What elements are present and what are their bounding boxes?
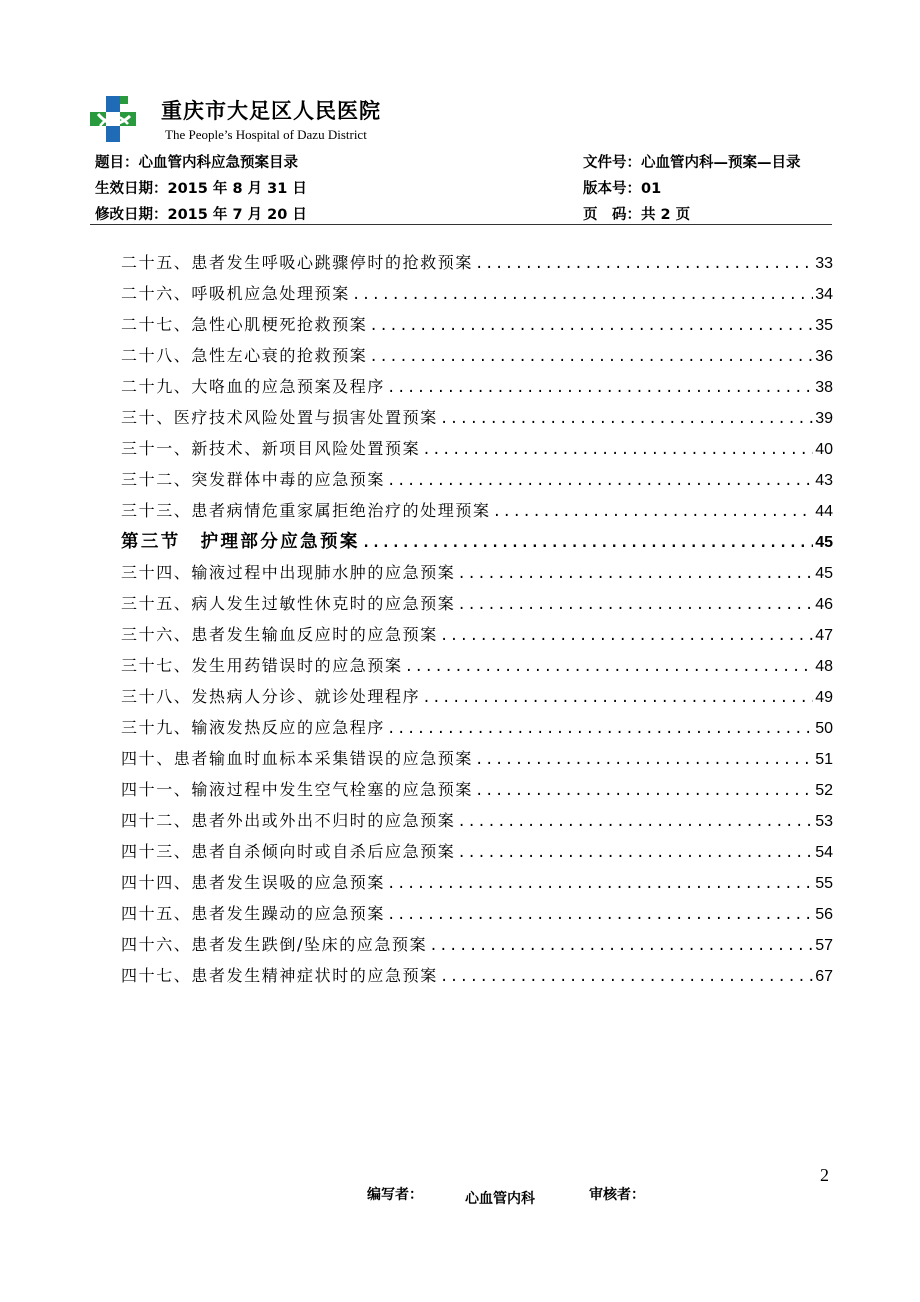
toc-row[interactable] [121, 467, 833, 498]
toc-entry-page: 39 [815, 410, 833, 427]
toc-entry-page: 50 [815, 720, 833, 737]
toc-row[interactable] [121, 653, 833, 684]
header-divider [90, 224, 832, 225]
toc-entry-title: 四十七、患者发生精神症状时的应急预案 [121, 966, 438, 985]
toc-dot-leader [387, 716, 813, 742]
toc-entry-page: 53 [815, 813, 833, 830]
page-number: 2 [820, 1165, 829, 1185]
toc-row[interactable] [121, 839, 833, 870]
toc-dot-leader [387, 375, 813, 401]
toc-entry-title: 三十九、输液发热反应的应急程序 [121, 718, 386, 737]
toc-row[interactable] [121, 715, 833, 746]
page-count: 页 码：共 2 页 [583, 207, 691, 223]
toc-entry-title: 三十、医疗技术风险处置与损害处置预案 [121, 408, 438, 427]
toc-row[interactable] [121, 436, 833, 467]
toc-entry-page: 40 [815, 441, 833, 458]
author-label: 编写者： [367, 1187, 423, 1203]
toc-row[interactable] [121, 312, 833, 343]
toc-entry-page: 45 [815, 565, 833, 582]
revised-date: 修改日期：2015 年 7 月 20 日 [95, 207, 307, 223]
toc-row[interactable] [121, 343, 833, 374]
toc-row[interactable] [121, 560, 833, 591]
toc-row[interactable] [121, 250, 833, 281]
toc-section-row[interactable] [121, 529, 833, 560]
toc-entry-title: 第三节 护理部分应急预案 [121, 532, 360, 552]
toc-entry-title: 三十一、新技术、新项目风险处置预案 [121, 439, 421, 458]
toc-row[interactable] [121, 405, 833, 436]
document-title: 题目：心血管内科应急预案目录 [95, 155, 298, 171]
table-of-contents [121, 250, 833, 994]
toc-entry-title: 二十六、呼吸机应急处理预案 [121, 284, 350, 303]
toc-entry-page: 36 [815, 348, 833, 365]
toc-entry-page: 49 [815, 689, 833, 706]
toc-entry-page: 55 [815, 875, 833, 892]
toc-row[interactable] [121, 901, 833, 932]
toc-dot-leader [369, 313, 813, 339]
toc-entry-page: 54 [815, 844, 833, 861]
toc-row[interactable] [121, 374, 833, 405]
toc-entry-title: 三十六、患者发生输血反应时的应急预案 [121, 625, 438, 644]
toc-entry-page: 47 [815, 627, 833, 644]
toc-row[interactable] [121, 808, 833, 839]
toc-entry-title: 四十六、患者发生跌倒/坠床的应急预案 [121, 935, 428, 954]
toc-dot-leader [387, 468, 813, 494]
toc-dot-leader [387, 902, 813, 928]
toc-entry-title: 四十一、输液过程中发生空气栓塞的应急预案 [121, 780, 474, 799]
toc-entry-page: 67 [815, 968, 833, 985]
toc-entry-title: 四十三、患者自杀倾向时或自杀后应急预案 [121, 842, 456, 861]
toc-dot-leader [440, 406, 813, 432]
toc-entry-title: 四十二、患者外出或外出不归时的应急预案 [121, 811, 456, 830]
toc-entry-title: 四十五、患者发生躁动的应急预案 [121, 904, 386, 923]
toc-entry-page: 45 [815, 534, 833, 551]
toc-dot-leader [352, 282, 813, 308]
toc-entry-title: 三十七、发生用药错误时的应急预案 [121, 656, 403, 675]
toc-entry-title: 二十九、大咯血的应急预案及程序 [121, 377, 386, 396]
toc-entry-page: 46 [815, 596, 833, 613]
toc-row[interactable] [121, 777, 833, 808]
toc-dot-leader [422, 685, 813, 711]
toc-entry-page: 33 [815, 255, 833, 272]
toc-dot-leader [440, 623, 813, 649]
toc-dot-leader [493, 499, 814, 525]
toc-entry-title: 三十二、突发群体中毒的应急预案 [121, 470, 386, 489]
toc-dot-leader [475, 778, 813, 804]
toc-dot-leader [475, 251, 813, 277]
hospital-name-cn: 重庆市大足区人民医院 [161, 99, 381, 123]
toc-entry-title: 四十四、患者发生误吸的应急预案 [121, 873, 386, 892]
toc-entry-page: 57 [815, 937, 833, 954]
toc-entry-page: 52 [815, 782, 833, 799]
toc-row[interactable] [121, 622, 833, 653]
toc-row[interactable] [121, 932, 833, 963]
toc-entry-title: 三十八、发热病人分诊、就诊处理程序 [121, 687, 421, 706]
toc-dot-leader [457, 561, 813, 587]
file-number: 文件号：心血管内科—预案—目录 [583, 155, 801, 171]
hospital-name-en: The People’s Hospital of Dazu District [165, 127, 367, 142]
toc-row[interactable] [121, 498, 833, 529]
toc-row[interactable] [121, 963, 833, 994]
toc-entry-page: 44 [815, 503, 833, 520]
toc-entry-title: 二十八、急性左心衰的抢救预案 [121, 346, 368, 365]
toc-entry-page: 56 [815, 906, 833, 923]
toc-row[interactable] [121, 281, 833, 312]
toc-dot-leader [429, 933, 813, 959]
toc-dot-leader [475, 747, 813, 773]
toc-dot-leader [405, 654, 814, 680]
toc-entry-page: 48 [815, 658, 833, 675]
toc-entry-title: 四十、患者输血时血标本采集错误的应急预案 [121, 749, 474, 768]
hospital-cross-logo-icon [90, 96, 138, 144]
reviewer-label: 审核者： [589, 1187, 645, 1203]
toc-entry-title: 二十七、急性心肌梗死抢救预案 [121, 315, 368, 334]
toc-entry-page: 34 [815, 286, 833, 303]
toc-row[interactable] [121, 870, 833, 901]
author-value: 心血管内科 [465, 1191, 535, 1207]
toc-row[interactable] [121, 746, 833, 777]
toc-dot-leader [457, 592, 813, 618]
toc-dot-leader [440, 964, 813, 990]
toc-entry-page: 38 [815, 379, 833, 396]
toc-row[interactable] [121, 591, 833, 622]
toc-entry-title: 三十五、病人发生过敏性休克时的应急预案 [121, 594, 456, 613]
toc-dot-leader [369, 344, 813, 370]
toc-row[interactable] [121, 684, 833, 715]
effective-date: 生效日期：2015 年 8 月 31 日 [95, 181, 307, 197]
toc-dot-leader [422, 437, 813, 463]
toc-dot-leader [457, 840, 813, 866]
toc-dot-leader [457, 809, 813, 835]
toc-dot-leader [362, 530, 813, 556]
toc-entry-title: 二十五、患者发生呼吸心跳骤停时的抢救预案 [121, 253, 474, 272]
toc-dot-leader [387, 871, 813, 897]
toc-entry-title: 三十四、输液过程中出现肺水肿的应急预案 [121, 563, 456, 582]
toc-entry-title: 三十三、患者病情危重家属拒绝治疗的处理预案 [121, 501, 491, 520]
toc-entry-page: 35 [815, 317, 833, 334]
version-number: 版本号：01 [583, 181, 662, 197]
toc-entry-page: 51 [815, 751, 833, 768]
toc-entry-page: 43 [815, 472, 833, 489]
